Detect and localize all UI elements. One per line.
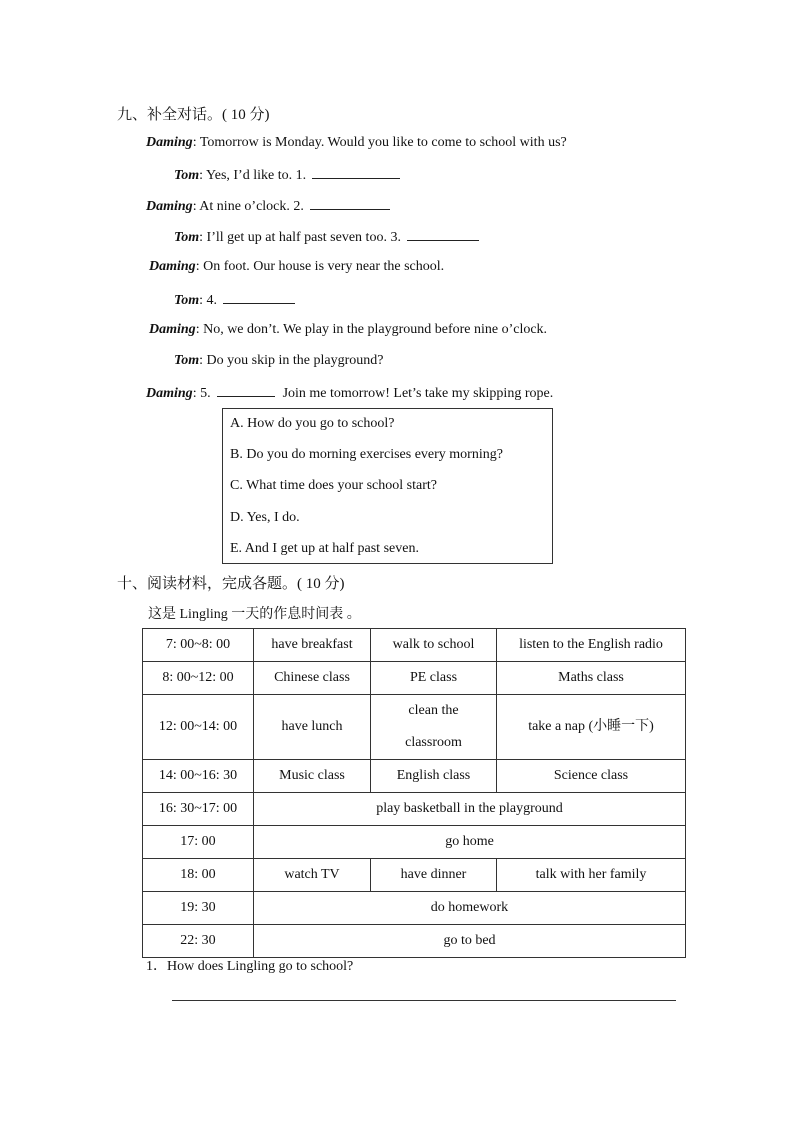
schedule-intro: 这是 Lingling 一天的作息时间表 。 xyxy=(148,607,361,622)
time-cell: 12: 00~14: 00 xyxy=(143,695,254,760)
time-cell: 18: 00 xyxy=(143,859,254,892)
time-cell: 16: 30~17: 00 xyxy=(143,793,254,826)
dialogue-text: : Do you skip in the playground? xyxy=(199,353,384,368)
activity-cell: have dinner xyxy=(371,859,497,892)
activity-cell: Chinese class xyxy=(254,662,371,695)
table-row xyxy=(143,859,686,892)
activity-cell: walk to school xyxy=(371,629,497,662)
dialogue-line-1 xyxy=(146,135,567,151)
dialogue-text: : I’ll get up at half past seven too. 3. xyxy=(199,230,401,245)
dialogue-text: : 4. xyxy=(199,293,218,308)
activity-cell: have breakfast xyxy=(254,629,371,662)
activity-cell: PE class xyxy=(371,662,497,695)
activity-cell: take a nap (小睡一下) xyxy=(497,695,686,760)
dialogue-line-2 xyxy=(174,166,400,184)
table-row xyxy=(143,925,686,958)
option-a: A. How do you go to school? xyxy=(230,416,395,431)
answer-blank-3[interactable] xyxy=(407,228,479,241)
option-b: B. Do you do morning exercises every morning? xyxy=(230,447,503,462)
table-row xyxy=(143,826,686,859)
section-10-heading: 十、阅读材料，完成各题。( 10 分) xyxy=(117,576,345,592)
speaker-name: Tom xyxy=(174,168,200,183)
activity-cell: watch TV xyxy=(254,859,371,892)
table-row xyxy=(143,793,686,826)
speaker-name: Daming xyxy=(149,259,196,274)
answer-blank-2[interactable] xyxy=(310,197,390,210)
answer-line-1[interactable] xyxy=(172,1000,676,1001)
merged-activity-cell: go home xyxy=(254,826,686,859)
speaker-name: Daming xyxy=(149,322,196,337)
merged-activity-cell: go to bed xyxy=(254,925,686,958)
speaker-name: Daming xyxy=(146,386,193,401)
table-row xyxy=(143,662,686,695)
activity-cell: Science class xyxy=(497,760,686,793)
option-d: D. Yes, I do. xyxy=(230,510,300,525)
time-cell: 7: 00~8: 00 xyxy=(143,629,254,662)
schedule-table xyxy=(142,628,686,958)
answer-blank-1[interactable] xyxy=(312,166,400,179)
time-cell: 19: 30 xyxy=(143,892,254,925)
dialogue-line-7 xyxy=(149,322,547,338)
dialogue-text: : 5. xyxy=(192,386,211,401)
section-9-heading: 九、补全对话。( 10 分) xyxy=(117,107,270,123)
options-box xyxy=(222,408,553,564)
dialogue-text: : At nine o’clock. 2. xyxy=(192,199,304,214)
speaker-name: Daming xyxy=(146,199,193,214)
table-row xyxy=(143,629,686,662)
merged-activity-cell: play basketball in the playground xyxy=(254,793,686,826)
table-row xyxy=(143,695,686,760)
dialogue-text-after: Join me tomorrow! Let’s take my skipping rope. xyxy=(282,386,554,401)
activity-cell: Maths class xyxy=(497,662,686,695)
dialogue-line-6 xyxy=(174,291,295,309)
time-cell: 14: 00~16: 30 xyxy=(143,760,254,793)
dialogue-line-8 xyxy=(174,353,383,369)
time-cell: 22: 30 xyxy=(143,925,254,958)
dialogue-text: : Tomorrow is Monday. Would you like to come to school with us? xyxy=(192,135,567,150)
question-1: 1．How does Lingling go to school? xyxy=(146,959,354,974)
activity-cell: talk with her family xyxy=(497,859,686,892)
speaker-name: Tom xyxy=(174,293,200,308)
dialogue-line-3 xyxy=(146,197,390,215)
option-e: E. And I get up at half past seven. xyxy=(230,541,419,556)
table-row xyxy=(143,892,686,925)
speaker-name: Daming xyxy=(146,135,193,150)
merged-activity-cell: do homework xyxy=(254,892,686,925)
dialogue-line-4 xyxy=(174,228,479,246)
answer-blank-4[interactable] xyxy=(223,291,295,304)
speaker-name: Tom xyxy=(174,230,200,245)
dialogue-line-9 xyxy=(146,384,553,402)
dialogue-line-5 xyxy=(149,259,444,275)
answer-blank-5[interactable] xyxy=(217,384,275,397)
activity-cell: listen to the English radio xyxy=(497,629,686,662)
dialogue-text: : On foot. Our house is very near the school. xyxy=(195,259,445,274)
activity-cell: English class xyxy=(371,760,497,793)
dialogue-text: : No, we don’t. We play in the playground before nine o’clock. xyxy=(195,322,548,337)
activity-cell: have lunch xyxy=(254,695,371,760)
option-c: C. What time does your school start? xyxy=(230,478,437,493)
speaker-name: Tom xyxy=(174,353,200,368)
time-cell: 17: 00 xyxy=(143,826,254,859)
activity-cell: clean the classroom xyxy=(371,695,497,760)
time-cell: 8: 00~12: 00 xyxy=(143,662,254,695)
activity-cell: Music class xyxy=(254,760,371,793)
table-row xyxy=(143,760,686,793)
dialogue-text: : Yes, I’d like to. 1. xyxy=(199,168,307,183)
